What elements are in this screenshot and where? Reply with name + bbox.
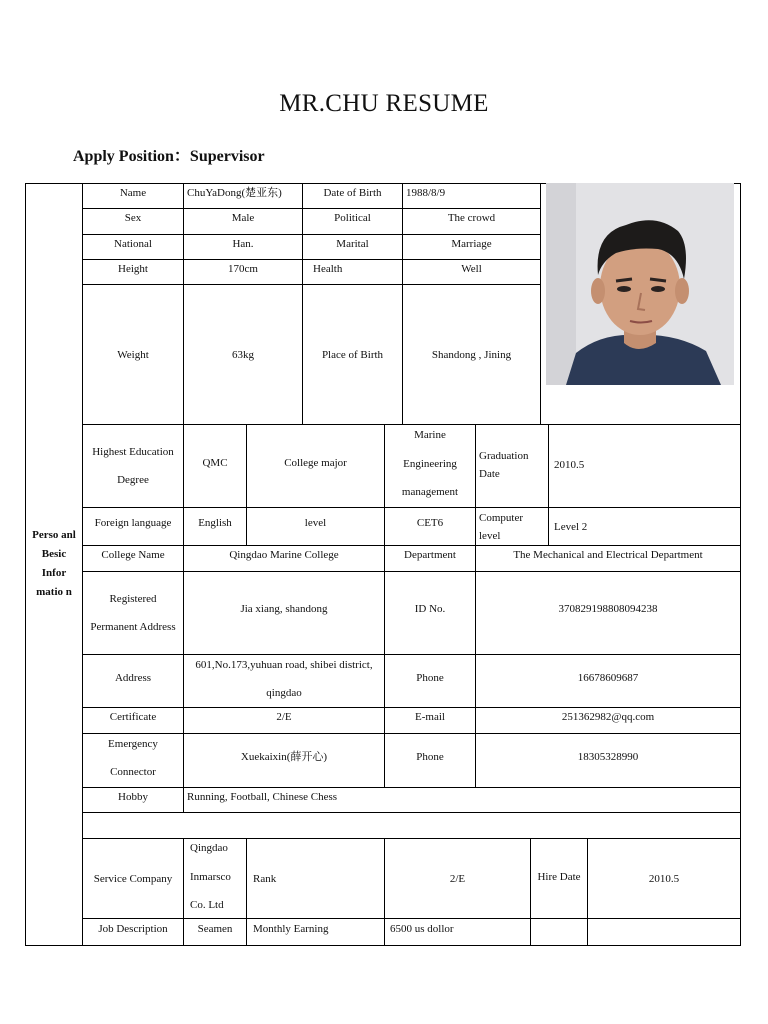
phone2-label: Phone xyxy=(416,751,444,763)
section-label: Perso anl Besic Infor matio n xyxy=(32,529,76,598)
company-label: Service Company xyxy=(93,872,173,885)
hire-label: Hire Date xyxy=(537,870,581,883)
hobby-value: Running, Football, Chinese Chess xyxy=(187,791,338,803)
job-label: Job Description xyxy=(98,923,168,935)
dob-value: 1988/8/9 xyxy=(406,186,446,199)
address-value: 601,No.173,yuhuan road, shibei district, qingdao xyxy=(195,658,373,699)
profile-photo xyxy=(546,183,734,385)
emergency-label: Emergency Connector xyxy=(108,737,158,778)
major-label: College major xyxy=(284,457,347,469)
computer-label: Computer level xyxy=(479,511,523,542)
computer-value: Level 2 xyxy=(554,520,588,533)
rank-value: 2/E xyxy=(449,872,466,885)
hire-value: 2010.5 xyxy=(648,872,680,885)
hobby-label: Hobby xyxy=(118,791,148,803)
cert-value: 2/E xyxy=(276,711,292,723)
health-value: Well xyxy=(461,262,482,275)
rank-label: Rank xyxy=(253,872,277,885)
earning-value: 6500 us dollor xyxy=(390,923,454,935)
name-label: Name xyxy=(119,186,147,199)
college-label: College Name xyxy=(101,549,165,561)
degree-label: Highest Education Degree xyxy=(92,445,174,486)
id-value: 370829198808094238 xyxy=(558,603,658,615)
email-label: E-mail xyxy=(415,711,445,723)
sex-value: Male xyxy=(231,212,255,224)
grad-value: 2010.5 xyxy=(554,459,585,471)
height-label: Height xyxy=(118,262,148,275)
company-value: Qingdao Inmarsco Co. Ltd xyxy=(190,842,231,912)
dept-value: The Mechanical and Electrical Department xyxy=(513,549,703,561)
health-label: Health xyxy=(313,262,343,275)
apply-position: Apply Position：Supervisor xyxy=(73,148,265,165)
phone-label: Phone xyxy=(416,671,444,684)
political-value: The crowd xyxy=(447,212,496,224)
national-label: National xyxy=(114,237,152,250)
pob-label: Place of Birth xyxy=(321,348,384,361)
national-value: Han. xyxy=(232,237,254,250)
grad-label: Graduation Date xyxy=(479,450,529,480)
job-value: Seamen xyxy=(197,923,233,935)
reg-value: Jia xiang, shandong xyxy=(240,603,328,615)
phone2-value: 18305328990 xyxy=(577,751,639,763)
lang-value: English xyxy=(198,517,232,529)
name-value: ChuYaDong(楚亚东) xyxy=(187,186,282,199)
weight-label: Weight xyxy=(117,348,149,361)
dob-label: Date of Birth xyxy=(323,186,382,199)
pob-value: Shandong , Jining xyxy=(431,348,512,361)
level-value: CET6 xyxy=(416,517,444,529)
email-value: 251362982@qq.com xyxy=(561,711,655,723)
college-value: Qingdao Marine College xyxy=(229,549,339,561)
id-label: ID No. xyxy=(414,603,446,615)
sex-label: Sex xyxy=(124,212,142,224)
cert-label: Certificate xyxy=(109,711,157,723)
degree-value: QMC xyxy=(202,457,228,469)
marital-value: Marriage xyxy=(451,237,492,250)
phone-value: 16678609687 xyxy=(577,671,639,684)
height-value: 170cm xyxy=(228,262,258,275)
marital-label: Marital xyxy=(336,237,369,250)
lang-label: Foreign language xyxy=(94,517,172,529)
address-label: Address xyxy=(114,671,152,684)
earning-label: Monthly Earning xyxy=(253,923,329,935)
level-label: level xyxy=(304,517,327,529)
emergency-value: Xuekaixin(薛开心) xyxy=(240,751,328,763)
political-label: Political xyxy=(334,212,371,224)
page-title: MR.CHU RESUME xyxy=(279,90,489,117)
major-value: Marine Engineering management xyxy=(401,429,459,499)
dept-label: Department xyxy=(404,549,456,561)
reg-label: Registered Permanent Address xyxy=(90,592,176,633)
weight-value: 63kg xyxy=(232,348,254,361)
